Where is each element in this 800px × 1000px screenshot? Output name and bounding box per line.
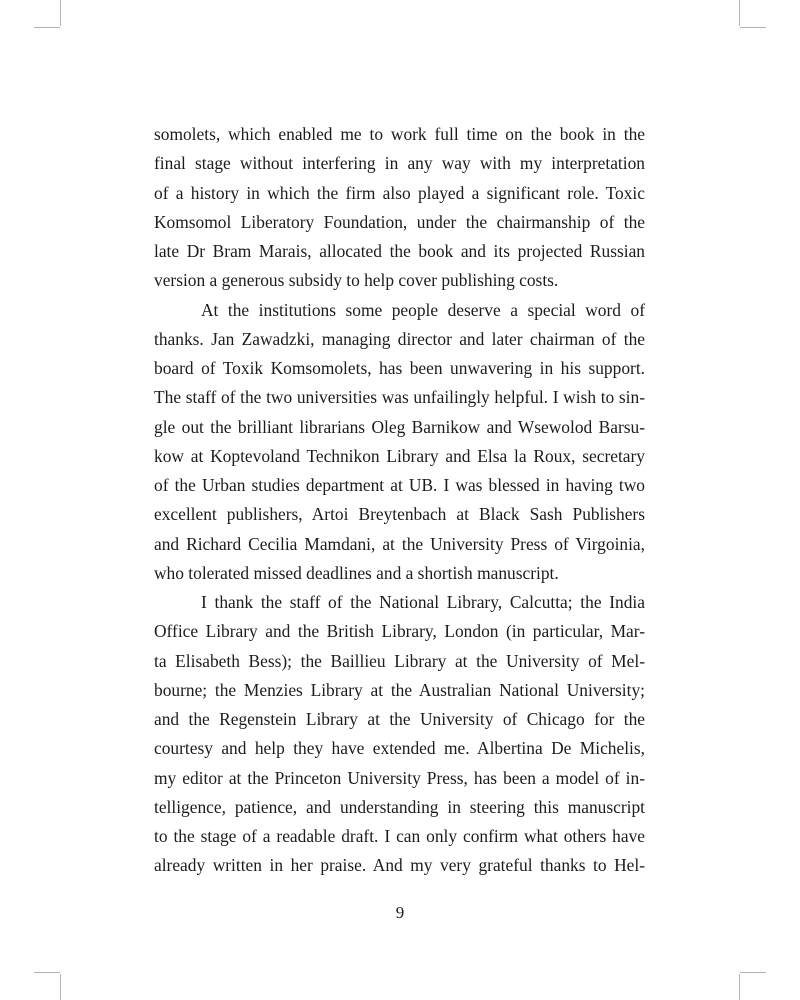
page-number: 9: [395, 903, 405, 922]
text-line: telligence, patience, and understanding in steering this manuscript: [154, 796, 645, 817]
text-line: gle out the brilliant librarians Oleg Barnikow and Wsewolod Barsu-: [154, 416, 645, 437]
text-line: ta Elisabeth Bess); the Baillieu Library at the University of Mel-: [154, 650, 645, 671]
text-line: version a generous subsidy to help cover publishing costs.: [154, 270, 559, 291]
crop-mark-bottom-left-vertical: [60, 974, 61, 1000]
text-line: who tolerated missed deadlines and a shortish manuscript.: [154, 562, 559, 583]
text-line: The staff of the two universities was unfailingly helpful. I wish to sin-: [154, 387, 645, 408]
text-line: I thank the staff of the National Library, Calcutta; the India: [201, 592, 645, 612]
text-line: of the Urban studies department at UB. I was blessed in having two: [154, 475, 645, 495]
text-line: to the stage of a readable draft. I can only confirm what others have: [154, 826, 645, 846]
crop-mark-bottom-right-vertical: [739, 974, 740, 1000]
text-line: and Richard Cecilia Mamdani, at the University Press of Virgoinia,: [154, 533, 645, 554]
crop-mark-top-right-horizontal: [740, 27, 766, 28]
text-line: already written in her praise. And my very grateful thanks to Hel-: [154, 855, 645, 876]
crop-mark-top-right-vertical: [739, 0, 740, 26]
crop-mark-top-left-horizontal: [34, 27, 60, 28]
crop-mark-top-left-vertical: [60, 0, 61, 26]
crop-mark-bottom-left-horizontal: [34, 972, 60, 973]
text-line: late Dr Bram Marais, allocated the book and its projected Russian: [154, 241, 645, 261]
text-line: my editor at the Princeton University Press, has been a model of in-: [154, 767, 645, 788]
crop-mark-bottom-right-horizontal: [740, 972, 766, 973]
text-line: and the Regenstein Library at the University of Chicago for the: [154, 709, 645, 729]
text-line: courtesy and help they have extended me. Albertina De Michelis,: [154, 738, 645, 759]
text-line: kow at Koptevoland Technikon Library and Elsa la Roux, secretary: [154, 445, 645, 466]
text-line: At the institutions some people deserve a special word of: [201, 299, 645, 320]
paragraph: [154, 588, 645, 881]
text-line: of a history in which the firm also played a significant role. Toxic: [154, 182, 645, 203]
paragraph: [154, 296, 645, 589]
text-line: final stage without interfering in any way with my interpretation: [154, 153, 645, 174]
text-line: bourne; the Menzies Library at the Australian National University;: [154, 679, 645, 700]
text-line: Komsomol Liberatory Foundation, under the chairmanship of the: [154, 211, 645, 232]
text-line: excellent publishers, Artoi Breytenbach at Black Sash Publishers: [154, 504, 645, 525]
text-line: somolets, which enabled me to work full time on the book in the: [154, 124, 645, 144]
paragraph: [154, 120, 645, 296]
text-line: board of Toxik Komsomolets, has been unwavering in his support.: [154, 358, 645, 378]
body-text: [154, 120, 645, 881]
text-line: Office Library and the British Library, London (in particular, Mar-: [154, 621, 645, 642]
text-line: thanks. Jan Zawadzki, managing director and later chairman of the: [154, 328, 645, 349]
